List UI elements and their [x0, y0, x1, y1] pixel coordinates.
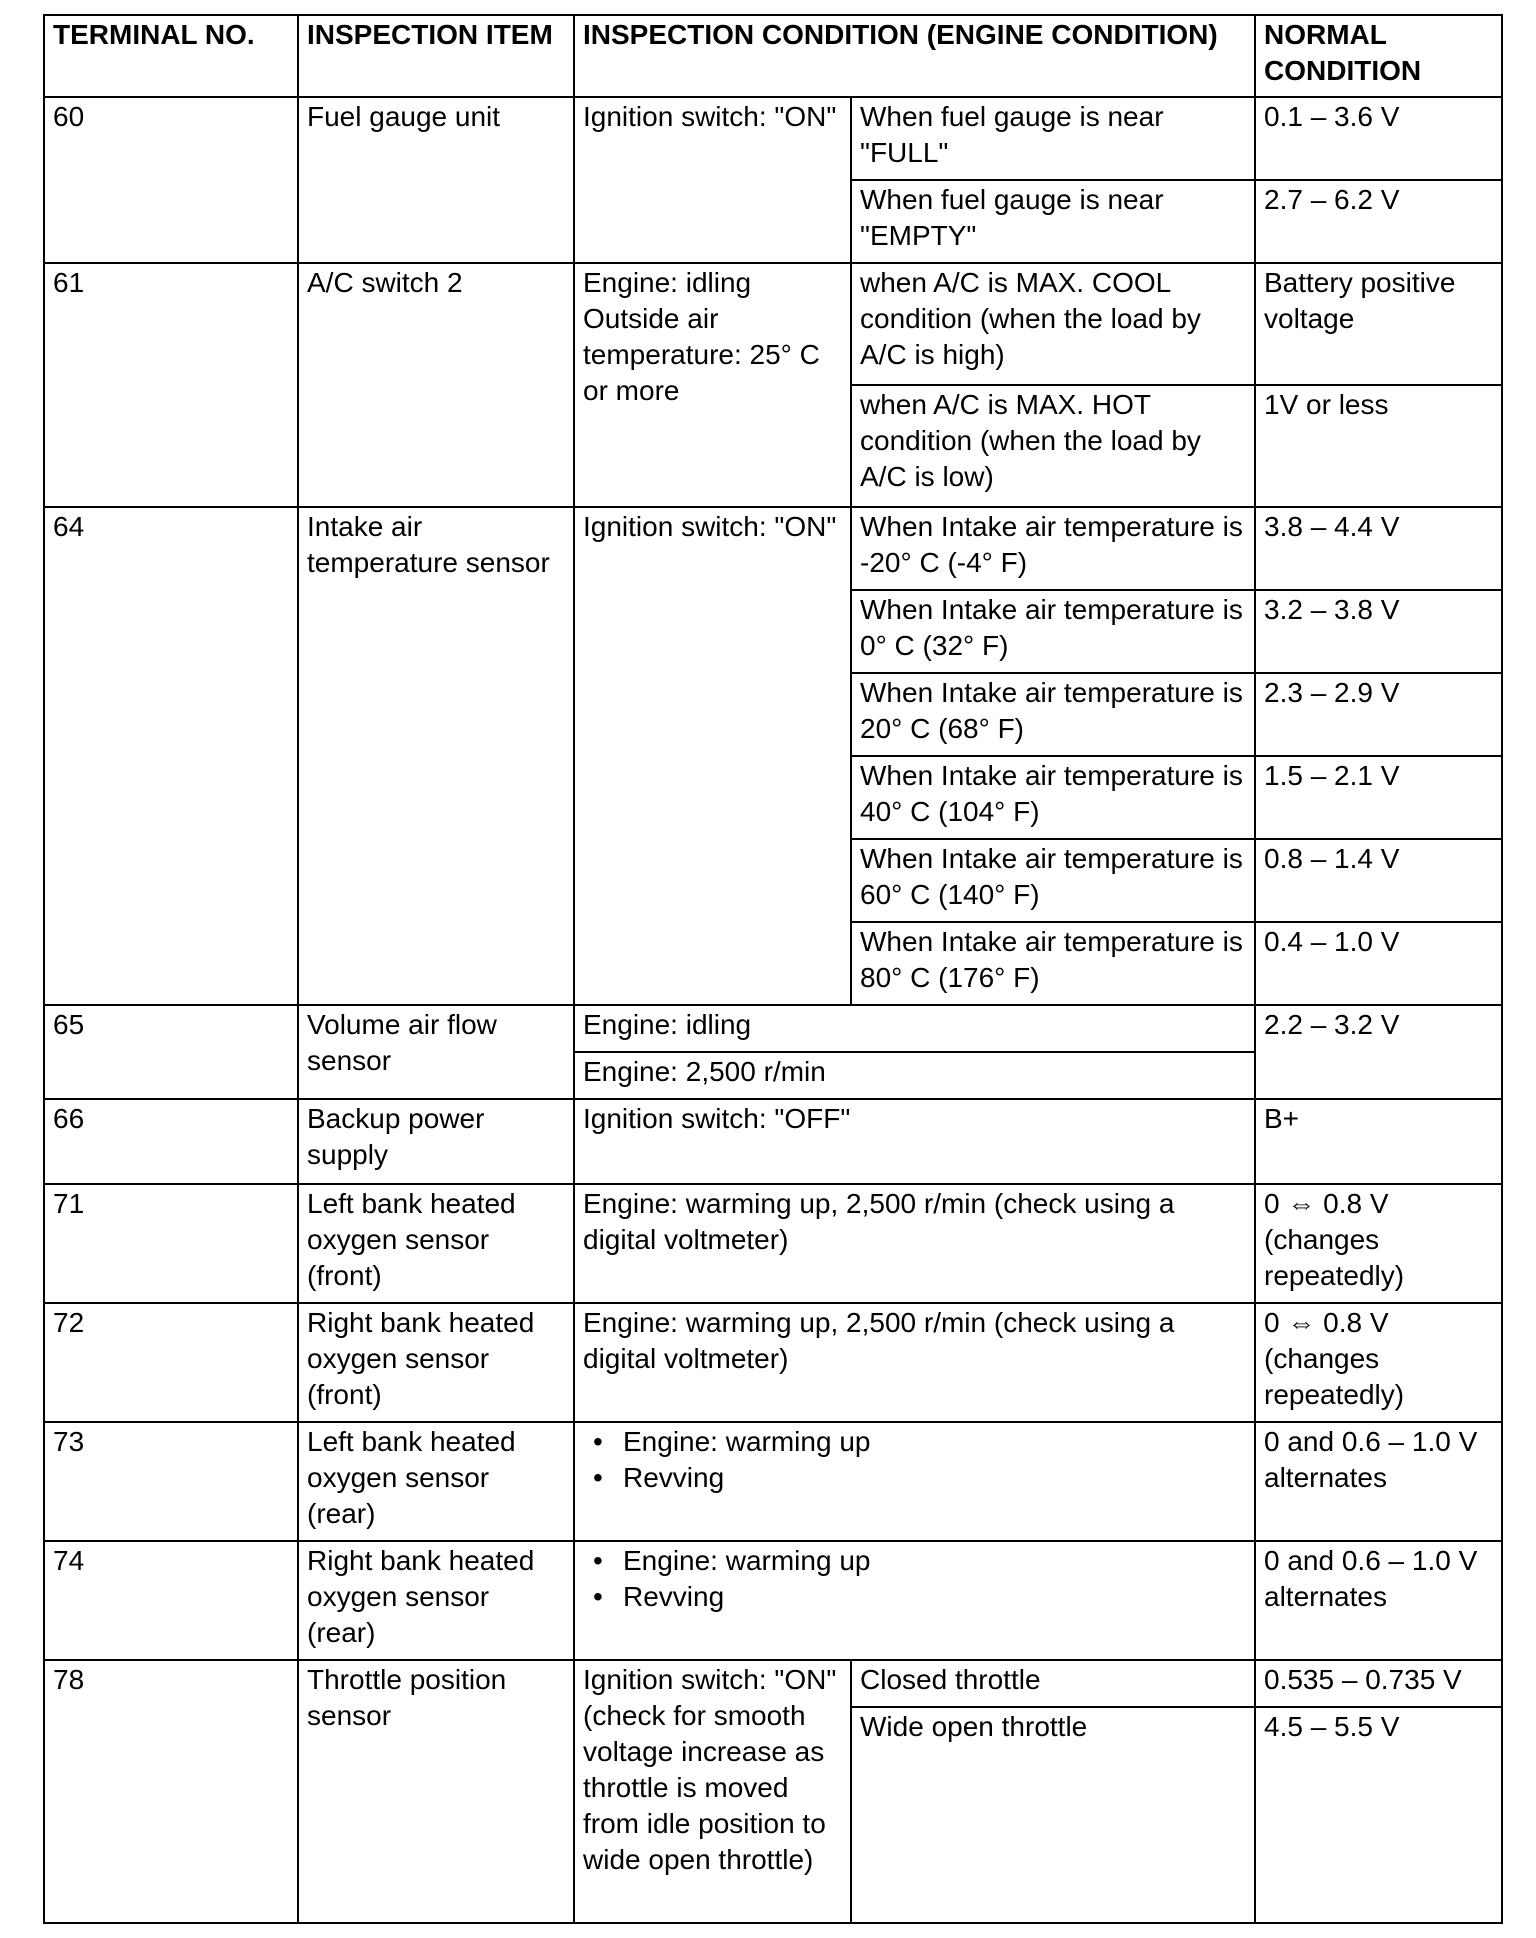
normal-value: 1V or less — [1255, 385, 1502, 507]
inspection-table — [43, 14, 1503, 1924]
sub-condition: when A/C is MAX. HOT condition (when the load by A/C is low) — [851, 385, 1255, 507]
inspection-item: Left bank heated oxygen sensor (rear) — [298, 1422, 574, 1541]
sub-condition: When Intake air temperature is 0° C (32° F) — [851, 590, 1255, 673]
inspection-condition — [574, 1541, 1255, 1660]
normal-value: 0 and 0.6 – 1.0 V alternates — [1255, 1422, 1502, 1541]
inspection-item: A/C switch 2 — [298, 263, 574, 507]
inspection-item: Backup power supply — [298, 1099, 574, 1184]
table-row — [44, 1005, 1502, 1052]
terminal-no: 64 — [44, 507, 298, 1005]
inspection-condition: Engine: warming up, 2,500 r/min (check using a digital voltmeter) — [574, 1184, 1255, 1303]
inspection-item: Left bank heated oxygen sensor (front) — [298, 1184, 574, 1303]
table-row — [44, 263, 1502, 385]
sub-condition: When Intake air temperature is 60° C (140° F) — [851, 839, 1255, 922]
table-row — [44, 1184, 1502, 1303]
normal-value: 0.4 – 1.0 V — [1255, 922, 1502, 1005]
table-row — [44, 1660, 1502, 1707]
normal-value: B+ — [1255, 1099, 1502, 1184]
normal-value: 0 ⇔ 0.8 V (changes repeatedly) — [1255, 1303, 1502, 1422]
terminal-no: 61 — [44, 263, 298, 507]
sub-condition: When Intake air temperature is -20° C (-4° F) — [851, 507, 1255, 590]
inspection-condition: Engine: 2,500 r/min — [574, 1052, 1255, 1099]
inspection-item: Fuel gauge unit — [298, 97, 574, 263]
terminal-no: 72 — [44, 1303, 298, 1422]
inspection-condition: Engine: warming up, 2,500 r/min (check using a digital voltmeter) — [574, 1303, 1255, 1422]
inspection-condition: Engine: idling Outside air temperature: 25° C or more — [574, 263, 851, 507]
list-item: • Revving — [583, 1460, 1246, 1496]
normal-value: 2.7 – 6.2 V — [1255, 180, 1502, 263]
terminal-no: 65 — [44, 1005, 298, 1099]
terminal-no: 73 — [44, 1422, 298, 1541]
sub-condition: When Intake air temperature is 20° C (68° F) — [851, 673, 1255, 756]
normal-value: 4.5 – 5.5 V — [1255, 1707, 1502, 1923]
inspection-condition — [574, 1422, 1255, 1541]
header-row — [44, 15, 1502, 97]
terminal-no: 74 — [44, 1541, 298, 1660]
sub-condition: When fuel gauge is near "FULL" — [851, 97, 1255, 180]
list-item: • Revving — [583, 1579, 1246, 1615]
list-item: • Engine: warming up — [583, 1424, 1246, 1460]
sub-condition: When Intake air temperature is 80° C (176° F) — [851, 922, 1255, 1005]
terminal-no: 66 — [44, 1099, 298, 1184]
table-row — [44, 1541, 1502, 1660]
header-inspection-item: INSPECTION ITEM — [298, 15, 574, 97]
table-row — [44, 507, 1502, 590]
header-normal-condition: NORMAL CONDITION — [1255, 15, 1502, 97]
table-row — [44, 1422, 1502, 1541]
normal-value: 0.1 – 3.6 V — [1255, 97, 1502, 180]
normal-value: Battery positive voltage — [1255, 263, 1502, 385]
sub-condition: When fuel gauge is near "EMPTY" — [851, 180, 1255, 263]
sub-condition: When Intake air temperature is 40° C (104° F) — [851, 756, 1255, 839]
table-row — [44, 97, 1502, 180]
table-row — [44, 1099, 1502, 1184]
normal-value: 1.5 – 2.1 V — [1255, 756, 1502, 839]
sub-condition: when A/C is MAX. COOL condition (when the load by A/C is high) — [851, 263, 1255, 385]
header-terminal: TERMINAL NO. — [44, 15, 298, 97]
table-row — [44, 1303, 1502, 1422]
inspection-item: Intake air temperature sensor — [298, 507, 574, 1005]
terminal-no: 60 — [44, 97, 298, 263]
normal-value: 2.2 – 3.2 V — [1255, 1005, 1502, 1099]
header-inspection-condition: INSPECTION CONDITION (ENGINE CONDITION) — [574, 15, 1255, 97]
terminal-no: 78 — [44, 1660, 298, 1923]
normal-value: 2.3 – 2.9 V — [1255, 673, 1502, 756]
normal-value: 3.2 – 3.8 V — [1255, 590, 1502, 673]
normal-value: 0 and 0.6 – 1.0 V alternates — [1255, 1541, 1502, 1660]
terminal-no: 71 — [44, 1184, 298, 1303]
list-item: • Engine: warming up — [583, 1543, 1246, 1579]
sub-condition: Closed throttle — [851, 1660, 1255, 1707]
normal-value: 0 ⇔ 0.8 V (changes repeatedly) — [1255, 1184, 1502, 1303]
condition-list — [583, 1424, 1246, 1496]
inspection-item: Throttle position sensor — [298, 1660, 574, 1923]
inspection-condition: Ignition switch: "ON" — [574, 97, 851, 263]
condition-list — [583, 1543, 1246, 1615]
normal-value: 0.535 – 0.735 V — [1255, 1660, 1502, 1707]
sub-condition: Wide open throttle — [851, 1707, 1255, 1923]
inspection-item: Volume air flow sensor — [298, 1005, 574, 1099]
normal-value: 0.8 – 1.4 V — [1255, 839, 1502, 922]
inspection-item: Right bank heated oxygen sensor (rear) — [298, 1541, 574, 1660]
inspection-condition: Ignition switch: "ON" — [574, 507, 851, 1005]
inspection-condition: Ignition switch: "ON" (check for smooth voltage increase as throttle is moved from idle position to wide open throttle) — [574, 1660, 851, 1923]
inspection-item: Right bank heated oxygen sensor (front) — [298, 1303, 574, 1422]
inspection-condition: Engine: idling — [574, 1005, 1255, 1052]
normal-value: 3.8 – 4.4 V — [1255, 507, 1502, 590]
inspection-condition: Ignition switch: "OFF" — [574, 1099, 1255, 1184]
